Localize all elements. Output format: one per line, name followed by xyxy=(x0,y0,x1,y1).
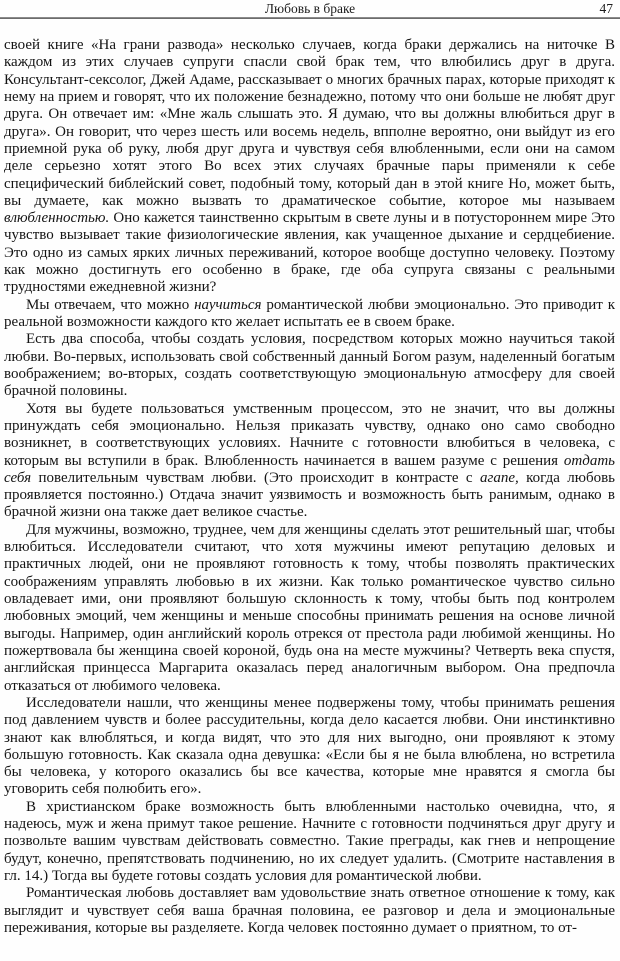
paragraph xyxy=(4,885,615,937)
paragraph xyxy=(4,522,615,695)
text-run: Оно кажется таинственно скрытым в свете луны и в потустороннем мире Это чувство вызывает такие физиологические явления, как учащенное дыхание и сердцебиение. Это одно из самых ярких личных переживаний, которое вообще доступно человеку. Поэтому как можно достигнуть его особенно в браке, где оба супруга связаны с реальными трудностями ежедневной жизни? xyxy=(4,210,615,296)
text-run: романтической любви эмоционально. Это приводит к реальной возможности каждого кто желает испытать ее в своем браке. xyxy=(4,296,615,330)
text-run: Исследователи нашли, что женщины менее подвержены тому, чтобы принимать решения под давлением чувств и более рассудительны, когда дело касается любви. Они инстинктивно знают как влюбляться, и когда видят, что это для них выгодно, они проявляют к этому большую готовность. Как сказала одна девушка: «Если бы я не была влюблена, но встретила бы человека, у которого оказались бы все качества, которые мне нравятся я смогла бы уговорить себя полюбить его». xyxy=(4,694,615,798)
page-number: 47 xyxy=(599,1,613,16)
text-run: повелительным чувствам любви. (Это происходит в контрасте с xyxy=(31,469,480,486)
text-run: Есть два способа, чтобы создать условия, посредством которых можно научиться такой любви. Во-первых, использовать свой собственный данный Богом разум, наделенный богатым воображением; во-вторых, создать соответствующую эмоциональную атмосферу для своей брачной половины. xyxy=(4,331,615,400)
text-run: когда любовь проявляется постоянно.) Отдача значит уязвимость и возможность быть ранимым, однако в брачной жизни она также дает великое счастье. xyxy=(4,469,616,521)
paragraph xyxy=(4,401,615,522)
paragraph xyxy=(4,799,615,886)
text-run: Мы отвечаем, что можно xyxy=(26,296,195,313)
italic-text-run: влюбленностью. xyxy=(4,210,110,227)
text-run: Романтическая любовь доставляет вам удовольствие знать ответное отношение к тому, как выглядит и чувствует себя ваша брачная половина, ее разговор и дела и эмоциональные переживания, которые вы разделяете. Когда человек постоянно думает о приятном, то от- xyxy=(4,885,615,936)
italic-text-run: агапе, xyxy=(479,469,519,486)
header-rule xyxy=(0,17,620,19)
italic-text-run: научиться xyxy=(194,296,262,313)
page-body xyxy=(4,37,615,937)
paragraph xyxy=(4,37,615,297)
text-run: В христианском браке возможность быть влюбленными настолько очевидна, что, я надеюсь, муж и жена примут такое решение. Начните с готовности подчиняться друг другу и позвольте вашим чувствам действовать совместно. Такие преграды, как гнев и непрощение будут, конечно, препятствовать подчинению, но их следует удалить. (Смотрите наставления в гл. 14.) Тогда вы будете готовы создать условия для романтической любви. xyxy=(4,798,615,884)
paragraph xyxy=(4,331,615,400)
text-run: Хотя вы будете пользоваться умственным процессом, это не значит, что вы должны принуждать себя эмоционально. Нельзя приказать чувству, однако оно само свободно возникнет, в соответствующих условиях. Начните с готовности влюбиться в человека, с которым вы вступили в брак. Влюбленность начинается в вашем разуме с решения xyxy=(4,400,615,469)
page-header xyxy=(0,1,620,17)
paragraph xyxy=(4,297,615,332)
italic-text-run: отдать себя xyxy=(4,452,615,486)
text-run: Для мужчины, возможно, труднее, чем для женщины сделать этот решительный шаг, чтобы влюбиться. Исследователи считают, что хотя мужчины имеют репутацию деловых и практичных людей, они не проявляют готовность к тому, чтобы позволять практических соображениям управлять любовью в их жизни. Как только романтическое чувство сильно овладевает ими, они проявляют большую склонность к тому, чтобы быть под контролем любовных эмоций, чем женщины и меньше способны принимать решения на основе личной выгоды. Например, один английский король отрекся от престола ради любимой женщины. Но пожертвовала бы женщина своей короной, будь она на месте мужчины? Четверть века спустя, английская принцесса Маргарита оказалась перед аналогичным выбором. Она предпочла отказаться от любимого человека. xyxy=(4,521,615,694)
paragraph xyxy=(4,695,615,799)
running-head-title: Любовь в браке xyxy=(264,1,356,16)
text-run: своей книге «На грани развода» несколько случаев, когда браки держались на ниточке В каждом из этих случаев супруги спасли свой брак тем, что влюбились друг в друга. Консультант-сексолог, Джей Адаме, рассказывает о многих брачных парах, которые приходят к нему на прием и говорят, что их положение безнадежно, потому что они больше не любят друг друга. Он отвечает им: «Мне жаль слышать это. Я думаю, что вы должны влюбиться друг в друга». Он говорит, что через шесть или восемь недель, впполне вероятно, они выйдут из его приемной рука об руку, любя друг друга и чувствуя себя влюбленными, если они на самом деле серьезно хотят этого Во всех этих случаях брачные пары применяли к себе специфический библейский совет, подобный тому, который дан в этой книге Но, может быть, вы думаете, как можно вызвать то драматическое событие, которое мы называем xyxy=(4,37,615,209)
